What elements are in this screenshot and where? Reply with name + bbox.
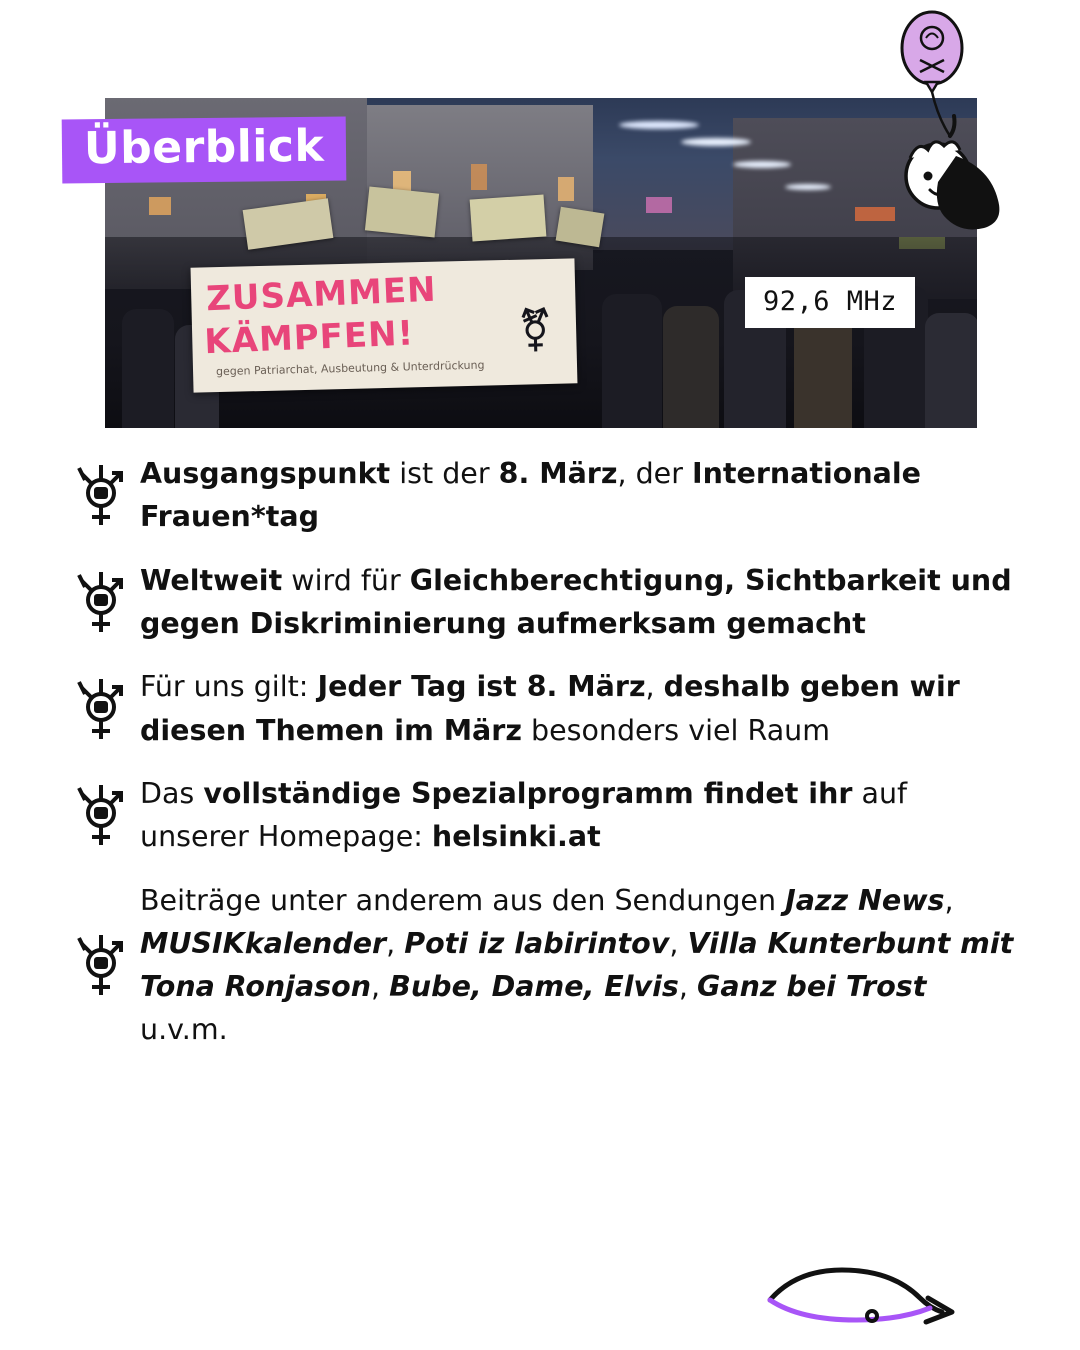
- trans-fist-symbol-icon: [62, 459, 140, 531]
- list-item-text: Für uns gilt: Jeder Tag ist 8. März, deshalb geben wir diesen Themen im März besonders viel Raum: [140, 670, 960, 747]
- trans-fist-symbol-icon: [62, 929, 140, 1001]
- trans-fist-symbol-icon: [62, 779, 140, 851]
- photo-window: [471, 164, 487, 190]
- photo-banner-line3: gegen Patriarchat, Ausbeutung & Unterdrückung: [216, 358, 485, 378]
- list-item-text: Das vollständige Spezialprogramm findet ihr auf unserer Homepage: helsinki.at: [140, 776, 908, 854]
- list-item: [62, 665, 1022, 752]
- photo-window: [646, 197, 672, 213]
- list-item: [62, 879, 1022, 1052]
- photo-person: [925, 313, 977, 428]
- list-item: [62, 559, 1022, 646]
- section-badge-label: Überblick: [83, 120, 325, 175]
- swoosh-arrow-icon: [762, 1258, 982, 1338]
- photo-person: [663, 306, 719, 428]
- photo-window: [558, 177, 574, 201]
- photo-protest-sign: [470, 194, 547, 241]
- balloon-figure-decoration: [860, 8, 1060, 258]
- list-item: [62, 452, 1022, 539]
- photo-banner: [191, 258, 578, 393]
- list-item-text: Ausgangspunkt ist der 8. März, der Internationale Frauen*tag: [140, 457, 922, 534]
- list-item: [62, 772, 1022, 859]
- balloon-figure-svg: [860, 8, 1060, 258]
- trans-fist-symbol-icon: [62, 566, 140, 638]
- photo-person: [122, 309, 174, 428]
- photo-banner-line2: KÄMPFEN!: [203, 313, 415, 362]
- photo-protest-sign: [556, 207, 605, 247]
- bullet-list: [62, 452, 1022, 1072]
- trans-fist-symbol-icon: [62, 673, 140, 745]
- frequency-label: 92,6 MHz: [745, 277, 915, 328]
- photo-banner-line1: ZUSAMMEN: [206, 269, 438, 320]
- list-item-text: Weltweit wird für Gleichberechtigung, Sichtbarkeit und gegen Diskriminierung aufmerksam gemacht: [140, 563, 1012, 640]
- photo-person: [602, 294, 662, 428]
- photo-protest-sign: [364, 187, 438, 238]
- transgender-symbol-icon: ⚧: [517, 305, 554, 355]
- photo-light-streak: [733, 161, 791, 168]
- swoosh-arrow-decoration: [762, 1258, 982, 1342]
- photo-light-streak: [785, 184, 831, 190]
- photo-window: [149, 197, 171, 215]
- section-badge: [62, 117, 347, 183]
- list-item-text: Beiträge unter anderem aus den Sendungen Jazz News, MUSIKkalender, Poti iz labirintov, Villa Kunterbunt mit Tona Ronjason, Bube, Dame, Elvis, Ganz bei Trost u.v.m.: [140, 883, 1014, 1047]
- photo-light-streak: [681, 138, 751, 146]
